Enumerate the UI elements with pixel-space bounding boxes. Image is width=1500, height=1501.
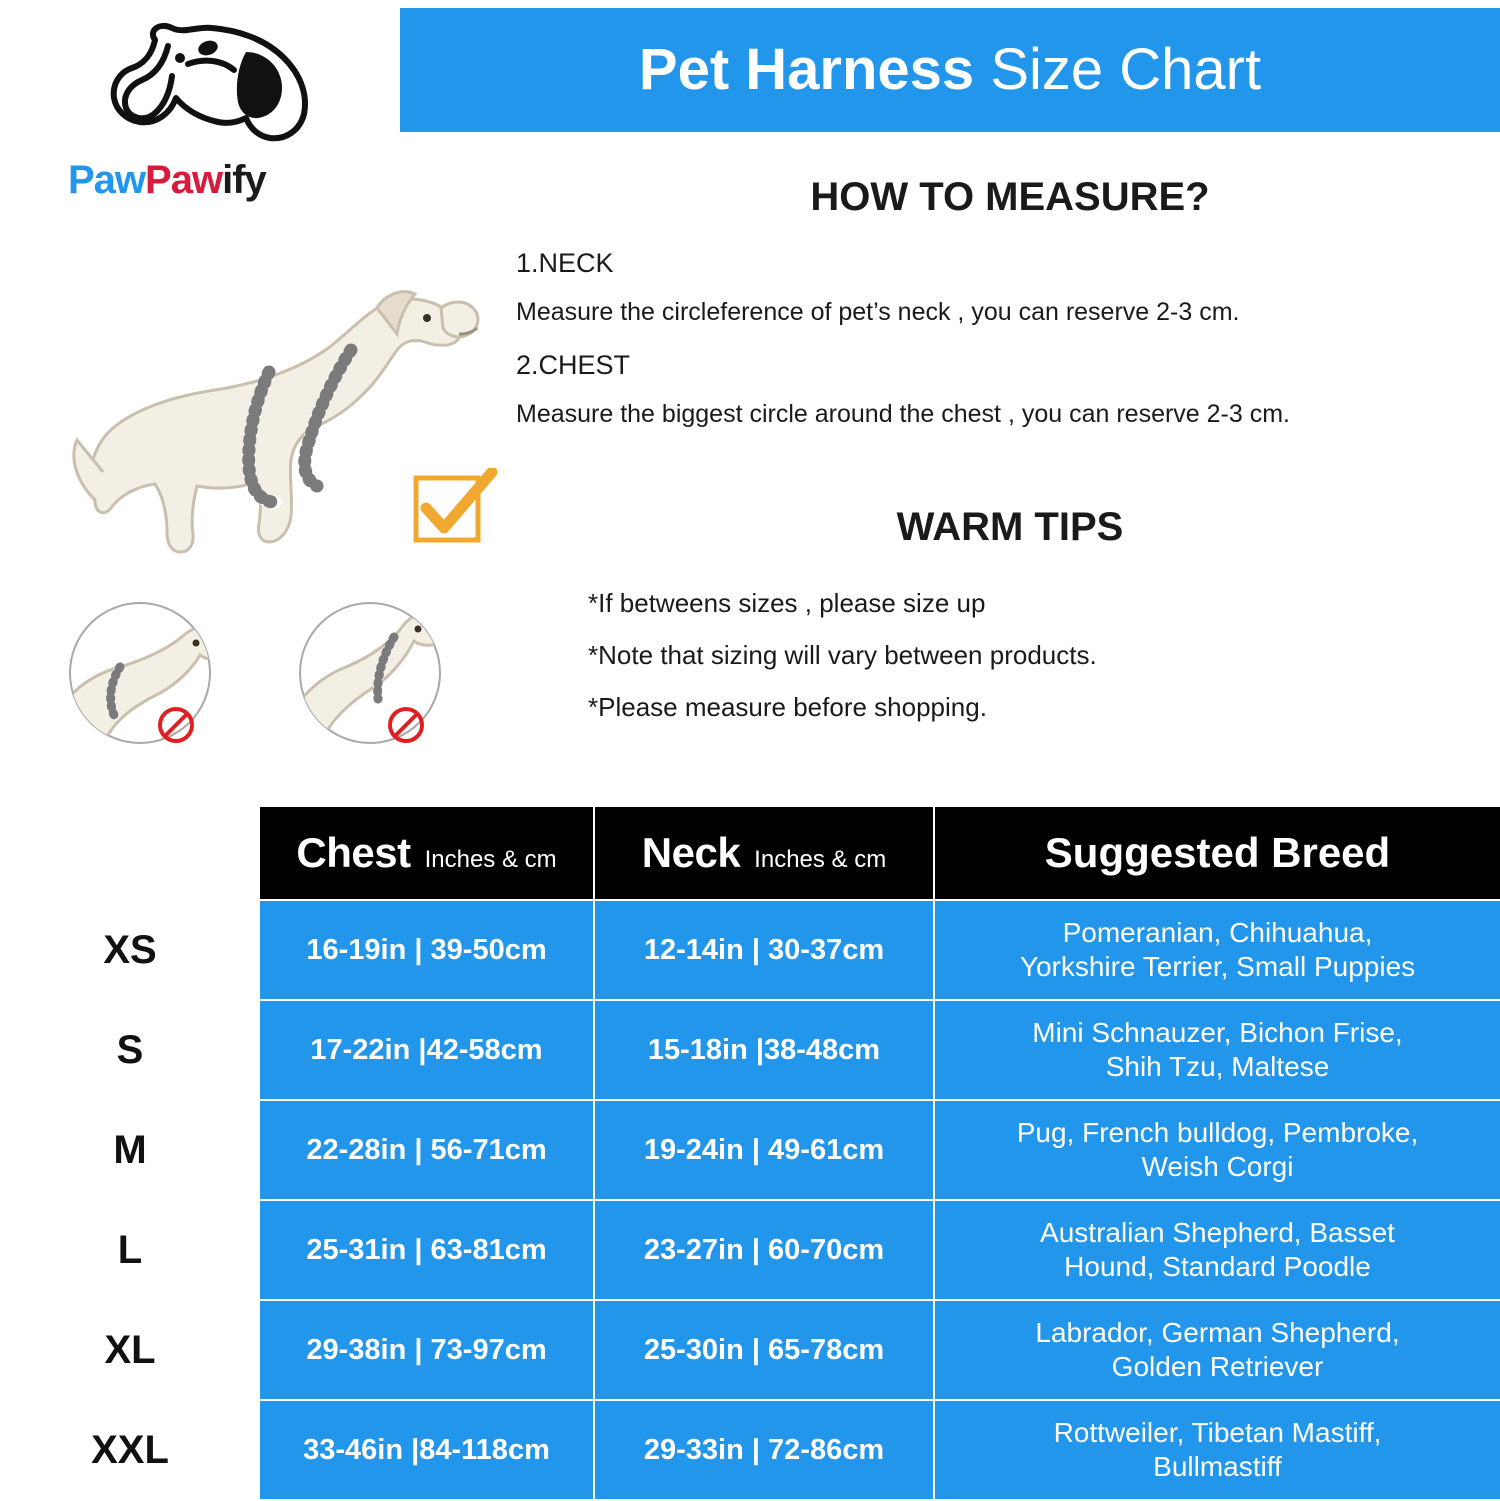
brand-part-2: Paw xyxy=(145,158,223,202)
row-neck: 29-33in | 72-86cm xyxy=(594,1400,934,1500)
row-breed xyxy=(934,1400,1500,1500)
how-to-measure-heading: HOW TO MEASURE? xyxy=(810,175,1210,219)
row-size: XS xyxy=(1,900,259,1000)
row-breed-line-1: Labrador, German Shepherd, xyxy=(1035,1316,1400,1348)
measure-step-1-title: 1.NECK xyxy=(516,248,614,278)
table-header-row xyxy=(1,806,1500,900)
brand-part-1: Paw xyxy=(68,158,146,202)
row-breed xyxy=(934,900,1500,1000)
row-breed-line-2: Shih Tzu, Maltese xyxy=(1105,1051,1330,1082)
row-breed xyxy=(934,1100,1500,1200)
row-chest: 25-31in | 63-81cm xyxy=(259,1200,594,1300)
row-breed-line-2: Hound, Standard Poodle xyxy=(1064,1251,1371,1282)
brand-part-3: ify xyxy=(222,158,266,202)
measure-step-2-text: Measure the biggest circle around the chest , you can reserve 2-3 cm. xyxy=(516,400,1290,428)
row-neck: 12-14in | 30-37cm xyxy=(594,900,934,1000)
row-chest: 22-28in | 56-71cm xyxy=(259,1100,594,1200)
row-breed-line-1: Pomeranian, Chihuahua, xyxy=(1062,916,1373,948)
header-breed xyxy=(934,806,1500,900)
incorrect-example-2 xyxy=(290,595,450,755)
row-breed-line-1: Pug, French bulldog, Pembroke, xyxy=(1016,1116,1419,1148)
row-neck: 23-27in | 60-70cm xyxy=(594,1200,934,1300)
warm-tips-heading: WARM TIPS xyxy=(896,505,1124,549)
row-neck: 19-24in | 49-61cm xyxy=(594,1100,934,1200)
page-title-light: Size Chart xyxy=(974,37,1262,102)
table-row xyxy=(1,1200,1500,1300)
row-size: S xyxy=(1,1000,259,1100)
row-breed-line-2: Golden Retriever xyxy=(1111,1351,1324,1382)
table-row xyxy=(1,1300,1500,1400)
header-neck-units: Inches & cm xyxy=(754,846,887,873)
brand-logo xyxy=(60,18,370,208)
dog-head-icon xyxy=(60,18,370,158)
header-breed-label: Suggested Breed xyxy=(1044,829,1391,876)
measure-step-1-text: Measure the circleference of pet’s neck , you can reserve 2-3 cm. xyxy=(516,298,1240,326)
row-breed-line-2: Weish Corgi xyxy=(1141,1151,1294,1182)
row-chest: 29-38in | 73-97cm xyxy=(259,1300,594,1400)
row-breed-line-1: Rottweiler, Tibetan Mastiff, xyxy=(1053,1416,1382,1448)
orange-checkmark-icon xyxy=(412,468,498,546)
row-size: M xyxy=(1,1100,259,1200)
table-row xyxy=(1,1000,1500,1100)
row-breed-line-2: Bullmastiff xyxy=(1153,1451,1282,1482)
warm-tip-1: *If betweens sizes , please size up xyxy=(588,588,986,618)
warm-tip-3: *Please measure before shopping. xyxy=(588,692,987,722)
row-breed-line-1: Australian Shepherd, Basset xyxy=(1040,1216,1395,1248)
row-chest: 33-46in |84-118cm xyxy=(259,1400,594,1500)
row-size: XL xyxy=(1,1300,259,1400)
header-size-blank xyxy=(1,806,259,900)
size-chart-table xyxy=(0,805,1500,1501)
row-breed xyxy=(934,1200,1500,1300)
header-chest-label: Chest xyxy=(296,829,411,876)
row-neck: 15-18in |38-48cm xyxy=(594,1000,934,1100)
row-breed-line-2: Yorkshire Terrier, Small Puppies xyxy=(1019,951,1416,982)
brand-wordmark xyxy=(68,158,266,203)
row-size: L xyxy=(1,1200,259,1300)
header-chest-units: Inches & cm xyxy=(424,846,557,873)
row-chest: 17-22in |42-58cm xyxy=(259,1000,594,1100)
row-neck: 25-30in | 65-78cm xyxy=(594,1300,934,1400)
incorrect-example-1 xyxy=(60,595,220,755)
page-title xyxy=(420,22,1480,118)
row-breed xyxy=(934,1000,1500,1100)
table-row xyxy=(1,900,1500,1000)
row-size: XXL xyxy=(1,1400,259,1500)
row-chest: 16-19in | 39-50cm xyxy=(259,900,594,1000)
header-neck-label: Neck xyxy=(641,829,741,876)
header-neck xyxy=(594,806,934,900)
table-row xyxy=(1,1100,1500,1200)
table-row xyxy=(1,1400,1500,1500)
measure-step-2-title: 2.CHEST xyxy=(516,350,631,380)
header-chest xyxy=(259,806,594,900)
row-breed xyxy=(934,1300,1500,1400)
page-title-bold: Pet Harness xyxy=(638,37,975,102)
warm-tip-2: *Note that sizing will vary between products. xyxy=(588,640,1097,670)
row-breed-line-1: Mini Schnauzer, Bichon Frise, xyxy=(1032,1016,1403,1048)
